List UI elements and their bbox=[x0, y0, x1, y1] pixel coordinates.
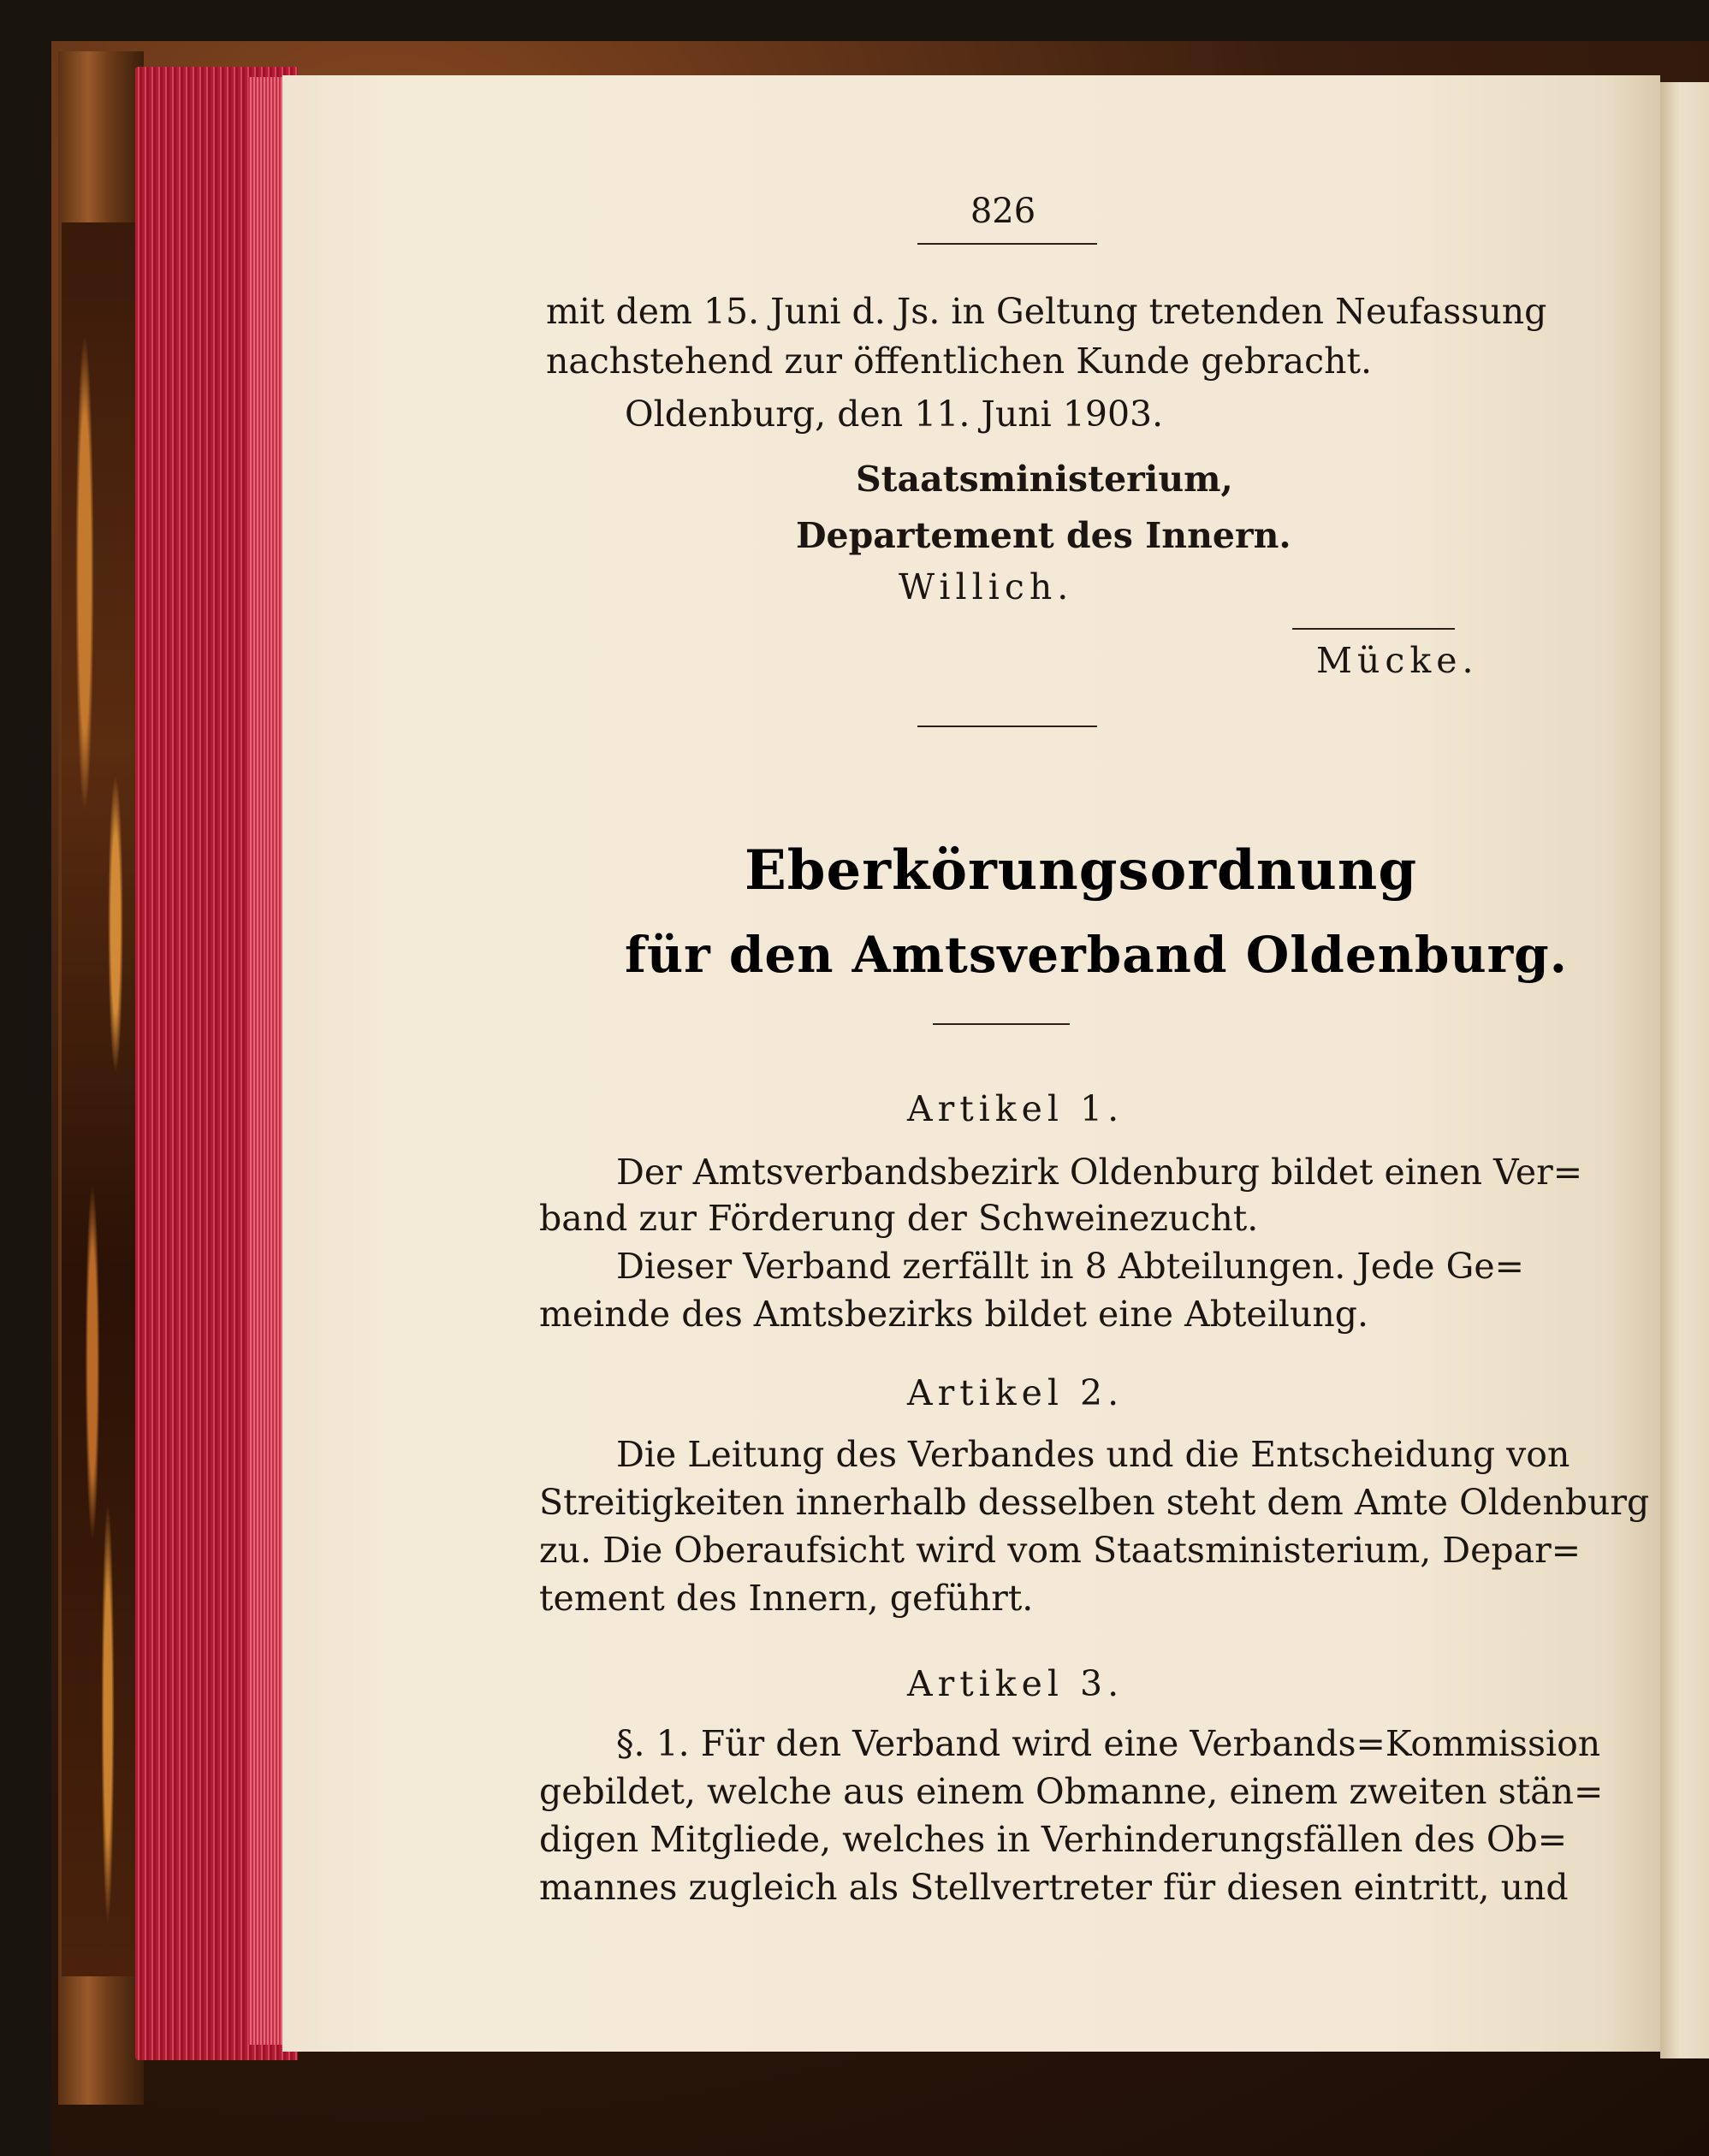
page-number: 826 bbox=[970, 192, 1036, 231]
article-3-line-1: §. 1. Für den Verband wird eine Verbands=Kommission bbox=[616, 1723, 1601, 1764]
signature-rule bbox=[1292, 628, 1455, 630]
marbled-edge bbox=[62, 222, 139, 1976]
signature-department: Departement des Innern. bbox=[796, 515, 1291, 556]
signature-name-willich: Willich. bbox=[899, 566, 1074, 607]
section-rule-2 bbox=[933, 1023, 1070, 1025]
article-2-heading: Artikel 2. bbox=[907, 1372, 1124, 1413]
article-1-line-1: Der Amtsverbandsbezirk Oldenburg bildet einen Ver= bbox=[616, 1152, 1583, 1193]
article-3-line-3: digen Mitgliede, welches in Verhinderungsfällen des Ob= bbox=[539, 1819, 1568, 1860]
article-1-line-2: band zur Förderung der Schweinezucht. bbox=[539, 1198, 1259, 1239]
article-3-line-2: gebildet, welche aus einem Obmanne, einem zweiten stän= bbox=[539, 1771, 1604, 1812]
article-1-heading: Artikel 1. bbox=[907, 1088, 1124, 1129]
article-3-heading: Artikel 3. bbox=[907, 1663, 1124, 1704]
signature-name-muecke: Mücke. bbox=[1316, 640, 1479, 681]
document-subtitle: für den Amtsverband Oldenburg. bbox=[625, 926, 1568, 984]
article-1-line-4: meinde des Amtsbezirks bildet eine Abteilung. bbox=[539, 1294, 1369, 1335]
article-3-line-4: mannes zugleich als Stellvertreter für diesen eintritt, und bbox=[539, 1867, 1569, 1908]
intro-line-1: mit dem 15. Juni d. Js. in Geltung tretenden Neufassung bbox=[546, 291, 1547, 332]
section-rule-1 bbox=[917, 726, 1097, 727]
article-2-line-3: zu. Die Oberaufsicht wird vom Staatsministerium, Depar= bbox=[539, 1530, 1581, 1571]
intro-line-2: nachstehend zur öffentlichen Kunde gebracht. bbox=[546, 341, 1373, 382]
article-2-line-2: Streitigkeiten innerhalb desselben steht dem Amte Oldenburg bbox=[539, 1482, 1650, 1523]
header-rule bbox=[917, 243, 1097, 245]
facing-page-edge bbox=[1660, 82, 1709, 2058]
article-2-line-1: Die Leitung des Verbandes und die Entscheidung von bbox=[616, 1434, 1570, 1475]
article-2-line-4: tement des Innern, geführt. bbox=[539, 1578, 1034, 1619]
article-1-line-3: Dieser Verband zerfällt in 8 Abteilungen. Jede Ge= bbox=[616, 1246, 1524, 1287]
place-date: Oldenburg, den 11. Juni 1903. bbox=[625, 394, 1164, 435]
signature-ministry: Staatsministerium, bbox=[856, 459, 1233, 500]
document-title: Eberkörungsordnung bbox=[745, 838, 1418, 903]
